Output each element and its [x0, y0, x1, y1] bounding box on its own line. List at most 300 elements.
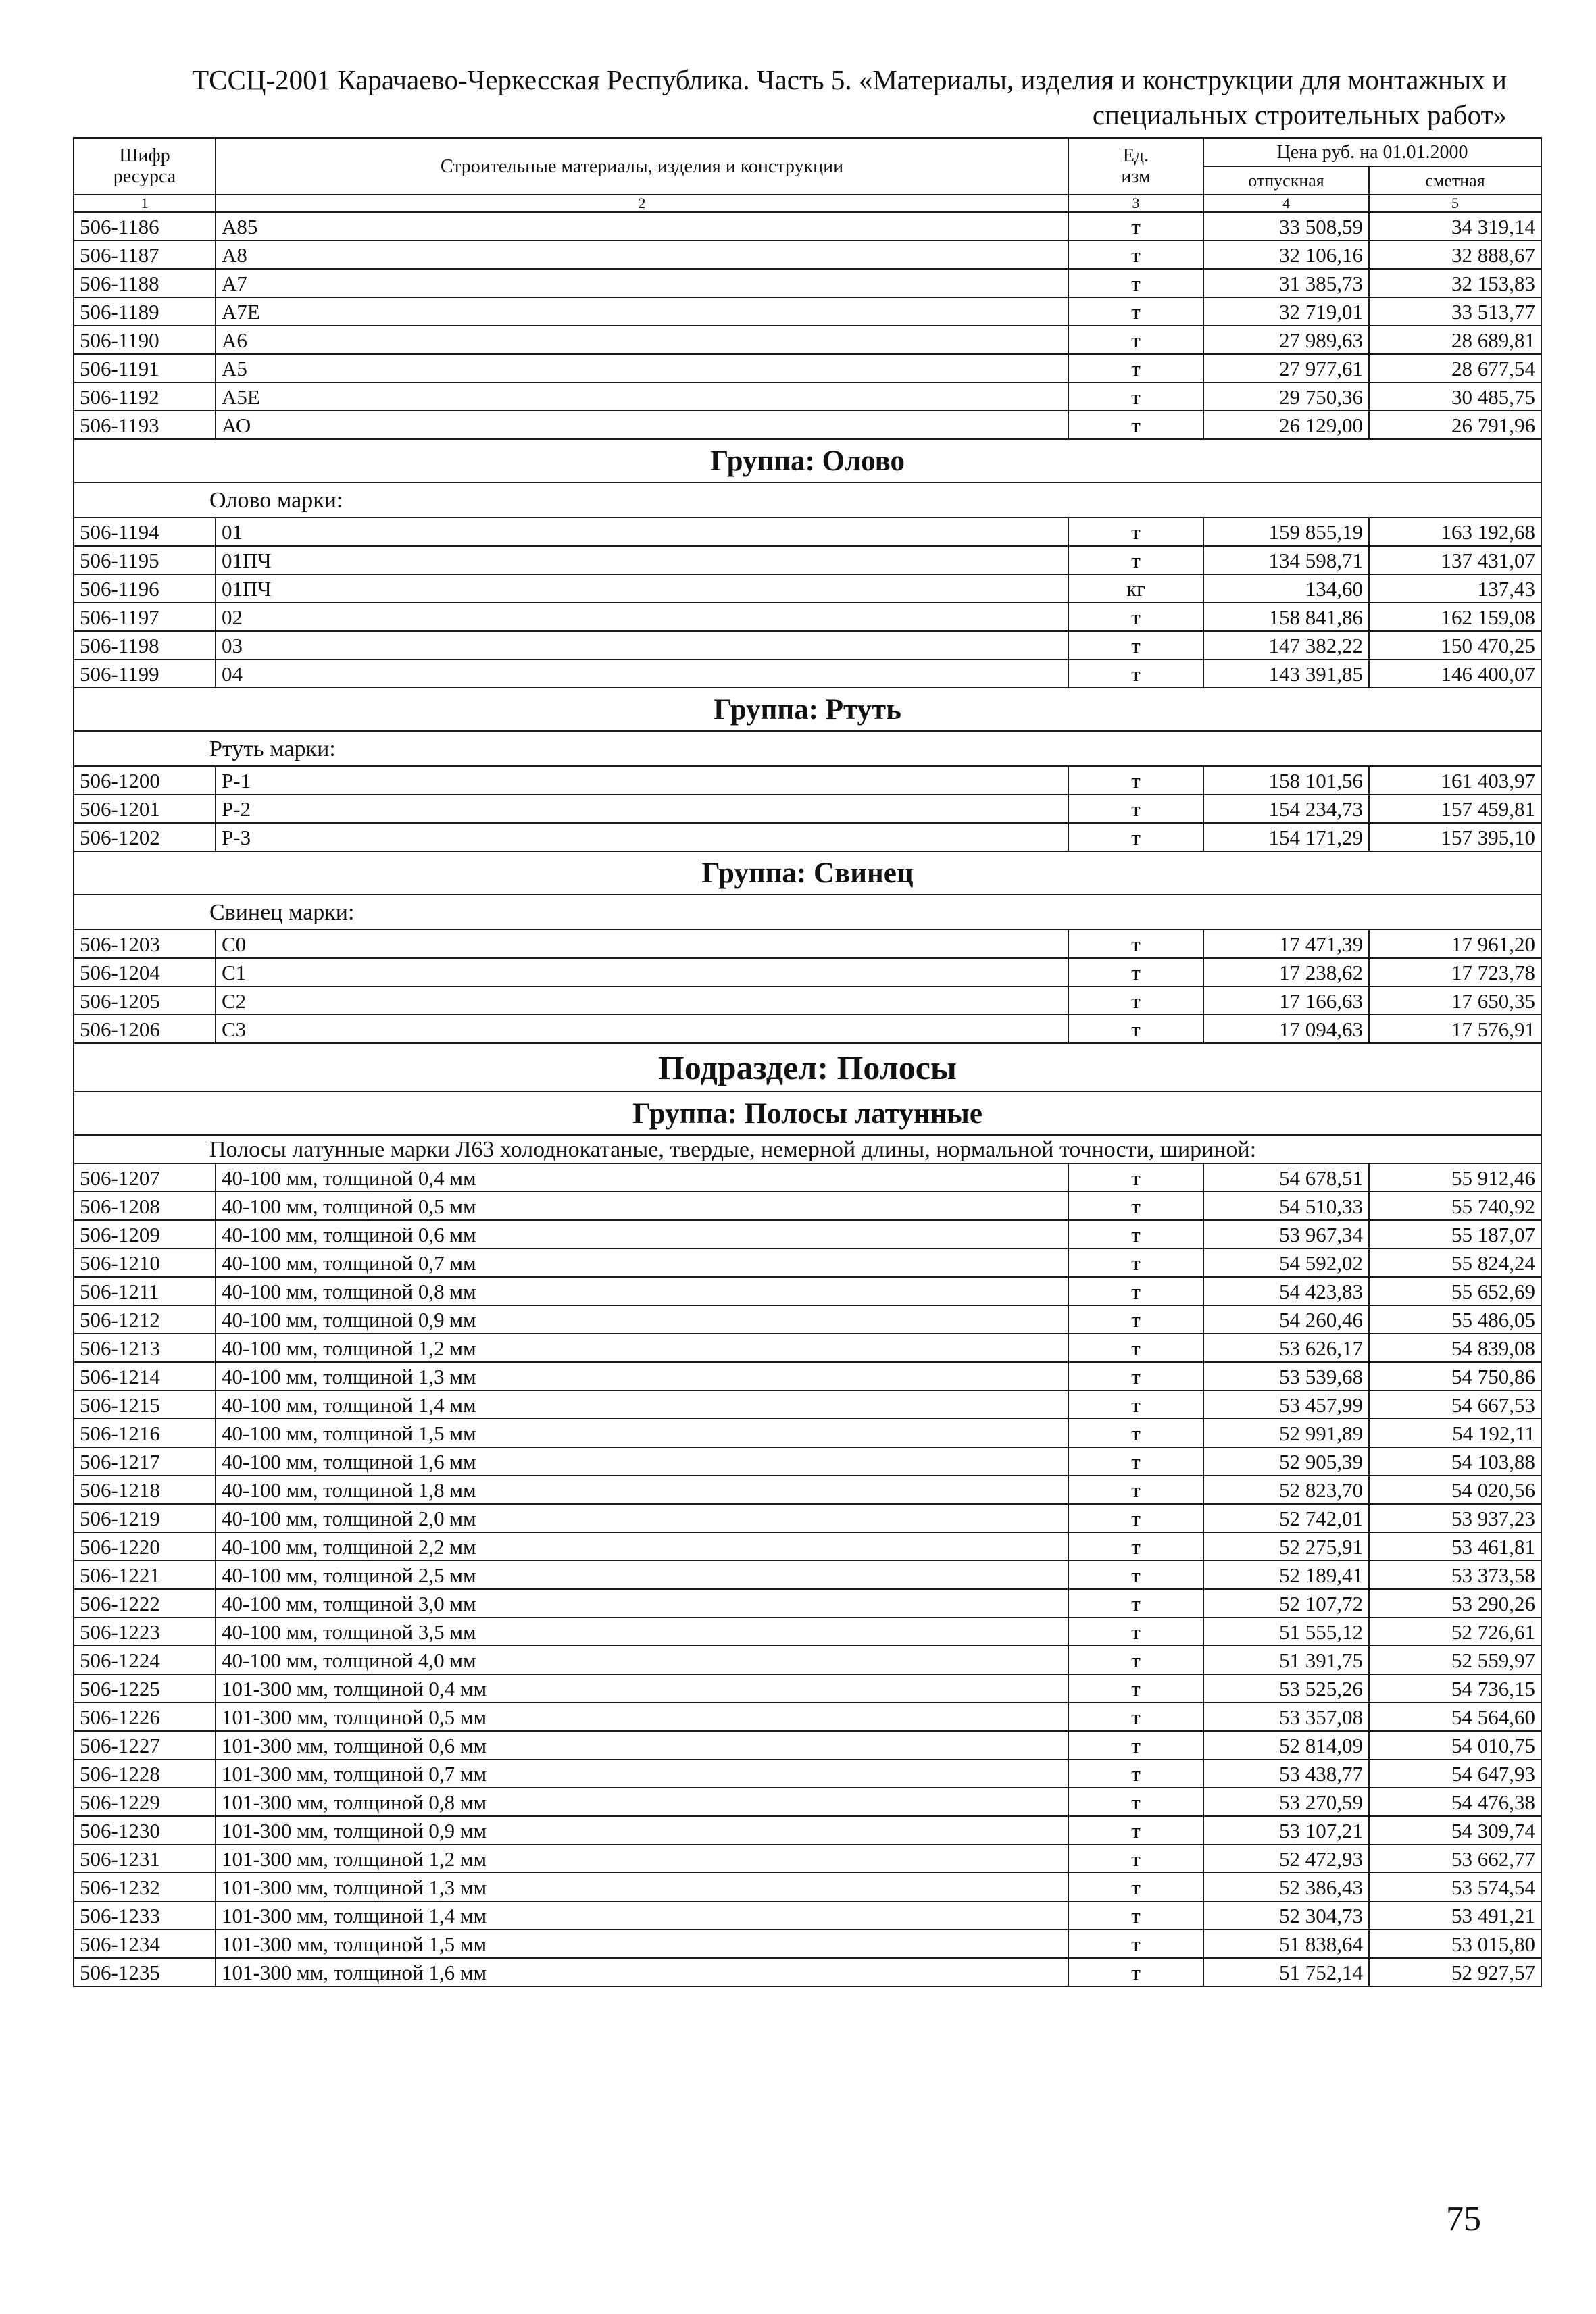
estimate-price: 32 153,83	[1369, 269, 1541, 297]
resource-code: 506-1231	[74, 1844, 216, 1873]
resource-code: 506-1223	[74, 1617, 216, 1646]
unit: т	[1068, 1731, 1203, 1759]
material-name: АО	[216, 411, 1068, 439]
group-heading-row	[74, 439, 1541, 482]
resource-code: 506-1196	[74, 574, 216, 603]
resource-code: 506-1189	[74, 297, 216, 326]
release-price: 154 171,29	[1203, 823, 1369, 851]
table-body	[74, 212, 1541, 1986]
material-name: 03	[216, 631, 1068, 659]
material-name: 40-100 мм, толщиной 0,8 мм	[216, 1277, 1068, 1305]
group-description-row	[74, 731, 1541, 766]
unit: т	[1068, 1192, 1203, 1220]
material-name: С1	[216, 958, 1068, 986]
release-price: 52 472,93	[1203, 1844, 1369, 1873]
release-price: 53 967,34	[1203, 1220, 1369, 1249]
estimate-price: 162 159,08	[1369, 603, 1541, 631]
group-description: Свинец марки:	[74, 895, 1541, 930]
table-row	[74, 1759, 1541, 1788]
estimate-price: 54 839,08	[1369, 1334, 1541, 1362]
unit: т	[1068, 297, 1203, 326]
unit: т	[1068, 1759, 1203, 1788]
release-price: 147 382,22	[1203, 631, 1369, 659]
estimate-price: 54 564,60	[1369, 1703, 1541, 1731]
resource-code: 506-1206	[74, 1015, 216, 1043]
unit: т	[1068, 1674, 1203, 1703]
resource-code: 506-1235	[74, 1958, 216, 1986]
unit: т	[1068, 326, 1203, 354]
table-row	[74, 1646, 1541, 1674]
material-name: А8	[216, 241, 1068, 269]
table-row	[74, 1192, 1541, 1220]
material-name: 01ПЧ	[216, 546, 1068, 574]
resource-code: 506-1193	[74, 411, 216, 439]
resource-code: 506-1228	[74, 1759, 216, 1788]
unit: т	[1068, 1930, 1203, 1958]
table-row	[74, 1334, 1541, 1362]
unit: т	[1068, 1844, 1203, 1873]
unit: т	[1068, 212, 1203, 241]
material-name: 101-300 мм, толщиной 0,6 мм	[216, 1731, 1068, 1759]
material-name: 101-300 мм, толщиной 0,5 мм	[216, 1703, 1068, 1731]
resource-code: 506-1201	[74, 795, 216, 823]
estimate-price: 53 662,77	[1369, 1844, 1541, 1873]
header-unit-line2: изм	[1121, 166, 1151, 187]
release-price: 32 106,16	[1203, 241, 1369, 269]
table-row	[74, 659, 1541, 688]
resource-code: 506-1224	[74, 1646, 216, 1674]
estimate-price: 157 395,10	[1369, 823, 1541, 851]
material-name: 40-100 мм, толщиной 1,6 мм	[216, 1447, 1068, 1476]
material-name: 01	[216, 518, 1068, 546]
estimate-price: 33 513,77	[1369, 297, 1541, 326]
table-row	[74, 1901, 1541, 1930]
material-name: 40-100 мм, толщиной 3,0 мм	[216, 1589, 1068, 1617]
unit: т	[1068, 1646, 1203, 1674]
release-price: 154 234,73	[1203, 795, 1369, 823]
estimate-price: 34 319,14	[1369, 212, 1541, 241]
group-description-row	[74, 482, 1541, 518]
release-price: 52 275,91	[1203, 1532, 1369, 1561]
release-price: 158 841,86	[1203, 603, 1369, 631]
column-number: 1	[74, 195, 216, 212]
release-price: 53 270,59	[1203, 1788, 1369, 1816]
table-row	[74, 297, 1541, 326]
table-row	[74, 986, 1541, 1015]
table-row	[74, 1589, 1541, 1617]
table-header	[74, 138, 1541, 212]
title-line-2: специальных строительных работ»	[1092, 99, 1507, 130]
resource-code: 506-1234	[74, 1930, 216, 1958]
release-price: 53 438,77	[1203, 1759, 1369, 1788]
page-title	[68, 62, 1507, 132]
resource-code: 506-1221	[74, 1561, 216, 1589]
unit: т	[1068, 986, 1203, 1015]
release-price: 52 189,41	[1203, 1561, 1369, 1589]
unit: т	[1068, 958, 1203, 986]
estimate-price: 54 010,75	[1369, 1731, 1541, 1759]
material-name: 40-100 мм, толщиной 1,8 мм	[216, 1476, 1068, 1504]
table-row	[74, 1617, 1541, 1646]
table-row	[74, 1504, 1541, 1532]
release-price: 52 991,89	[1203, 1419, 1369, 1447]
material-name: Р-2	[216, 795, 1068, 823]
material-name: А6	[216, 326, 1068, 354]
table-row	[74, 1476, 1541, 1504]
table-row	[74, 1788, 1541, 1816]
group-description: Олово марки:	[74, 482, 1541, 518]
release-price: 134,60	[1203, 574, 1369, 603]
release-price: 26 129,00	[1203, 411, 1369, 439]
resource-code: 506-1214	[74, 1362, 216, 1390]
release-price: 54 423,83	[1203, 1277, 1369, 1305]
group-heading-row	[74, 851, 1541, 895]
release-price: 159 855,19	[1203, 518, 1369, 546]
resource-code: 506-1218	[74, 1476, 216, 1504]
material-name: 40-100 мм, толщиной 2,2 мм	[216, 1532, 1068, 1561]
estimate-price: 54 192,11	[1369, 1419, 1541, 1447]
resource-code: 506-1217	[74, 1447, 216, 1476]
resource-code: 506-1195	[74, 546, 216, 574]
estimate-price: 32 888,67	[1369, 241, 1541, 269]
estimate-price: 54 020,56	[1369, 1476, 1541, 1504]
estimate-price: 55 652,69	[1369, 1277, 1541, 1305]
table-row	[74, 546, 1541, 574]
release-price: 53 107,21	[1203, 1816, 1369, 1844]
header-price: Цена руб. на 01.01.2000	[1203, 138, 1541, 166]
release-price: 53 539,68	[1203, 1362, 1369, 1390]
header-release-price: отпускная	[1203, 166, 1369, 195]
estimate-price: 52 726,61	[1369, 1617, 1541, 1646]
estimate-price: 157 459,81	[1369, 795, 1541, 823]
group-heading-row	[74, 688, 1541, 731]
resource-code: 506-1215	[74, 1390, 216, 1419]
release-price: 53 357,08	[1203, 1703, 1369, 1731]
release-price: 27 989,63	[1203, 326, 1369, 354]
unit: т	[1068, 1476, 1203, 1504]
resource-code: 506-1213	[74, 1334, 216, 1362]
header-code	[74, 138, 216, 195]
estimate-price: 17 576,91	[1369, 1015, 1541, 1043]
table-row	[74, 1703, 1541, 1731]
release-price: 53 626,17	[1203, 1334, 1369, 1362]
resource-code: 506-1222	[74, 1589, 216, 1617]
material-name: 01ПЧ	[216, 574, 1068, 603]
estimate-price: 17 723,78	[1369, 958, 1541, 986]
resource-code: 506-1198	[74, 631, 216, 659]
table-row	[74, 1305, 1541, 1334]
unit: т	[1068, 1532, 1203, 1561]
resource-code: 506-1200	[74, 766, 216, 795]
material-name: 40-100 мм, толщиной 0,4 мм	[216, 1163, 1068, 1192]
unit: т	[1068, 1362, 1203, 1390]
estimate-price: 137 431,07	[1369, 546, 1541, 574]
table-row	[74, 574, 1541, 603]
resource-code: 506-1232	[74, 1873, 216, 1901]
resource-code: 506-1209	[74, 1220, 216, 1249]
release-price: 143 391,85	[1203, 659, 1369, 688]
material-name: А7Е	[216, 297, 1068, 326]
resource-code: 506-1192	[74, 382, 216, 411]
estimate-price: 52 927,57	[1369, 1958, 1541, 1986]
estimate-price: 137,43	[1369, 574, 1541, 603]
unit: кг	[1068, 574, 1203, 603]
table-row	[74, 1447, 1541, 1476]
material-name: 04	[216, 659, 1068, 688]
estimate-price: 54 667,53	[1369, 1390, 1541, 1419]
table-row	[74, 930, 1541, 958]
table-row	[74, 1220, 1541, 1249]
group-description-row	[74, 1135, 1541, 1163]
table-row	[74, 411, 1541, 439]
release-price: 52 823,70	[1203, 1476, 1369, 1504]
table-row	[74, 795, 1541, 823]
estimate-price: 55 912,46	[1369, 1163, 1541, 1192]
material-name: С3	[216, 1015, 1068, 1043]
release-price: 17 471,39	[1203, 930, 1369, 958]
unit: т	[1068, 382, 1203, 411]
resource-code: 506-1205	[74, 986, 216, 1015]
group-heading: Группа: Ртуть	[74, 688, 1541, 731]
release-price: 52 905,39	[1203, 1447, 1369, 1476]
estimate-price: 54 476,38	[1369, 1788, 1541, 1816]
estimate-price: 150 470,25	[1369, 631, 1541, 659]
page-number: 75	[1446, 2200, 1481, 2238]
column-number: 3	[1068, 195, 1203, 212]
material-name: 40-100 мм, толщиной 2,5 мм	[216, 1561, 1068, 1589]
resource-code: 506-1186	[74, 212, 216, 241]
unit: т	[1068, 1873, 1203, 1901]
material-name: 101-300 мм, толщиной 0,8 мм	[216, 1788, 1068, 1816]
table-row	[74, 1731, 1541, 1759]
resource-code: 506-1197	[74, 603, 216, 631]
resource-code: 506-1199	[74, 659, 216, 688]
estimate-price: 53 461,81	[1369, 1532, 1541, 1561]
header-unit-line1: Ед.	[1122, 145, 1149, 166]
unit: т	[1068, 354, 1203, 382]
table-row	[74, 1873, 1541, 1901]
estimate-price: 54 647,93	[1369, 1759, 1541, 1788]
estimate-price: 55 740,92	[1369, 1192, 1541, 1220]
resource-code: 506-1208	[74, 1192, 216, 1220]
resource-code: 506-1204	[74, 958, 216, 986]
release-price: 52 386,43	[1203, 1873, 1369, 1901]
unit: т	[1068, 1816, 1203, 1844]
unit: т	[1068, 1788, 1203, 1816]
material-name: А5	[216, 354, 1068, 382]
resource-code: 506-1190	[74, 326, 216, 354]
unit: т	[1068, 411, 1203, 439]
material-name: А85	[216, 212, 1068, 241]
group-description: Ртуть марки:	[74, 731, 1541, 766]
estimate-price: 53 491,21	[1369, 1901, 1541, 1930]
resource-code: 506-1229	[74, 1788, 216, 1816]
estimate-price: 54 309,74	[1369, 1816, 1541, 1844]
estimate-price: 54 736,15	[1369, 1674, 1541, 1703]
material-name: 40-100 мм, толщиной 0,6 мм	[216, 1220, 1068, 1249]
resource-code: 506-1225	[74, 1674, 216, 1703]
column-number: 2	[216, 195, 1068, 212]
group-heading: Группа: Олово	[74, 439, 1541, 482]
estimate-price: 53 574,54	[1369, 1873, 1541, 1901]
table-row	[74, 1390, 1541, 1419]
material-name: 101-300 мм, толщиной 0,9 мм	[216, 1816, 1068, 1844]
subsection-heading-row	[74, 1043, 1541, 1092]
release-price: 51 391,75	[1203, 1646, 1369, 1674]
table-row	[74, 1674, 1541, 1703]
release-price: 17 166,63	[1203, 986, 1369, 1015]
resource-code: 506-1194	[74, 518, 216, 546]
unit: т	[1068, 1390, 1203, 1419]
unit: т	[1068, 1901, 1203, 1930]
table-row	[74, 958, 1541, 986]
table-row	[74, 1362, 1541, 1390]
table-row	[74, 631, 1541, 659]
unit: т	[1068, 766, 1203, 795]
material-name: 101-300 мм, толщиной 0,4 мм	[216, 1674, 1068, 1703]
unit: т	[1068, 1447, 1203, 1476]
unit: т	[1068, 269, 1203, 297]
resource-code: 506-1202	[74, 823, 216, 851]
estimate-price: 17 650,35	[1369, 986, 1541, 1015]
table-row	[74, 1277, 1541, 1305]
unit: т	[1068, 1703, 1203, 1731]
release-price: 17 238,62	[1203, 958, 1369, 986]
material-name: 40-100 мм, толщиной 1,3 мм	[216, 1362, 1068, 1390]
unit: т	[1068, 603, 1203, 631]
unit: т	[1068, 1163, 1203, 1192]
resource-code: 506-1227	[74, 1731, 216, 1759]
material-name: 101-300 мм, толщиной 1,2 мм	[216, 1844, 1068, 1873]
estimate-price: 52 559,97	[1369, 1646, 1541, 1674]
table-row	[74, 212, 1541, 241]
unit: т	[1068, 930, 1203, 958]
release-price: 27 977,61	[1203, 354, 1369, 382]
resource-code: 506-1212	[74, 1305, 216, 1334]
title-line-1: ТССЦ-2001 Карачаево-Черкесская Республика. Часть 5. «Материалы, изделия и конструкции для монтажных и	[192, 64, 1507, 95]
release-price: 51 555,12	[1203, 1617, 1369, 1646]
material-name: 40-100 мм, толщиной 1,2 мм	[216, 1334, 1068, 1362]
unit: т	[1068, 1561, 1203, 1589]
resource-code: 506-1219	[74, 1504, 216, 1532]
unit: т	[1068, 631, 1203, 659]
estimate-price: 55 486,05	[1369, 1305, 1541, 1334]
resource-code: 506-1226	[74, 1703, 216, 1731]
resource-code: 506-1216	[74, 1419, 216, 1447]
group-heading: Группа: Полосы латунные	[74, 1092, 1541, 1135]
unit: т	[1068, 1589, 1203, 1617]
material-name: Р-1	[216, 766, 1068, 795]
estimate-price: 53 015,80	[1369, 1930, 1541, 1958]
unit: т	[1068, 518, 1203, 546]
material-name: 101-300 мм, толщиной 1,4 мм	[216, 1901, 1068, 1930]
estimate-price: 28 689,81	[1369, 326, 1541, 354]
estimate-price: 161 403,97	[1369, 766, 1541, 795]
material-name: 101-300 мм, толщиной 1,5 мм	[216, 1930, 1068, 1958]
material-name: 101-300 мм, толщиной 1,3 мм	[216, 1873, 1068, 1901]
resource-code: 506-1203	[74, 930, 216, 958]
estimate-price: 54 103,88	[1369, 1447, 1541, 1476]
material-name: 02	[216, 603, 1068, 631]
table-row	[74, 603, 1541, 631]
column-number: 4	[1203, 195, 1369, 212]
table-row	[74, 1844, 1541, 1873]
resource-code: 506-1220	[74, 1532, 216, 1561]
table-row	[74, 354, 1541, 382]
material-name: 40-100 мм, толщиной 0,7 мм	[216, 1249, 1068, 1277]
estimate-price: 55 824,24	[1369, 1249, 1541, 1277]
material-name: 101-300 мм, толщиной 0,7 мм	[216, 1759, 1068, 1788]
subsection-heading: Подраздел: Полосы	[74, 1043, 1541, 1092]
estimate-price: 53 290,26	[1369, 1589, 1541, 1617]
material-name: 40-100 мм, толщиной 2,0 мм	[216, 1504, 1068, 1532]
unit: т	[1068, 1249, 1203, 1277]
material-name: 40-100 мм, толщиной 4,0 мм	[216, 1646, 1068, 1674]
release-price: 158 101,56	[1203, 766, 1369, 795]
group-heading-row	[74, 1092, 1541, 1135]
table-row	[74, 269, 1541, 297]
unit: т	[1068, 795, 1203, 823]
release-price: 17 094,63	[1203, 1015, 1369, 1043]
release-price: 31 385,73	[1203, 269, 1369, 297]
release-price: 29 750,36	[1203, 382, 1369, 411]
unit: т	[1068, 1419, 1203, 1447]
material-name: А5Е	[216, 382, 1068, 411]
table-row	[74, 766, 1541, 795]
release-price: 52 107,72	[1203, 1589, 1369, 1617]
table-row	[74, 823, 1541, 851]
table-row	[74, 1561, 1541, 1589]
table-row	[74, 1930, 1541, 1958]
release-price: 53 525,26	[1203, 1674, 1369, 1703]
estimate-price: 163 192,68	[1369, 518, 1541, 546]
material-name: С2	[216, 986, 1068, 1015]
header-code-line1: Шифр	[119, 145, 170, 166]
resource-code: 506-1211	[74, 1277, 216, 1305]
material-name: 40-100 мм, толщиной 1,4 мм	[216, 1390, 1068, 1419]
estimate-price: 146 400,07	[1369, 659, 1541, 688]
table-row	[74, 241, 1541, 269]
release-price: 52 304,73	[1203, 1901, 1369, 1930]
release-price: 32 719,01	[1203, 297, 1369, 326]
estimate-price: 28 677,54	[1369, 354, 1541, 382]
material-name: 101-300 мм, толщиной 1,6 мм	[216, 1958, 1068, 1986]
release-price: 51 838,64	[1203, 1930, 1369, 1958]
estimate-price: 53 937,23	[1369, 1504, 1541, 1532]
estimate-price: 26 791,96	[1369, 411, 1541, 439]
unit: т	[1068, 1220, 1203, 1249]
group-heading: Группа: Свинец	[74, 851, 1541, 895]
column-numbers-row	[74, 195, 1541, 212]
estimate-price: 54 750,86	[1369, 1362, 1541, 1390]
estimate-price: 17 961,20	[1369, 930, 1541, 958]
resource-code: 506-1233	[74, 1901, 216, 1930]
table-row	[74, 1816, 1541, 1844]
header-name: Строительные материалы, изделия и конструкции	[216, 138, 1068, 195]
resource-code: 506-1210	[74, 1249, 216, 1277]
price-table	[73, 137, 1542, 1987]
column-number: 5	[1369, 195, 1541, 212]
table-row	[74, 1532, 1541, 1561]
resource-code: 506-1191	[74, 354, 216, 382]
header-unit	[1068, 138, 1203, 195]
resource-code: 506-1230	[74, 1816, 216, 1844]
table-row	[74, 1958, 1541, 1986]
material-name: А7	[216, 269, 1068, 297]
group-description-row	[74, 895, 1541, 930]
release-price: 54 678,51	[1203, 1163, 1369, 1192]
table-row	[74, 326, 1541, 354]
